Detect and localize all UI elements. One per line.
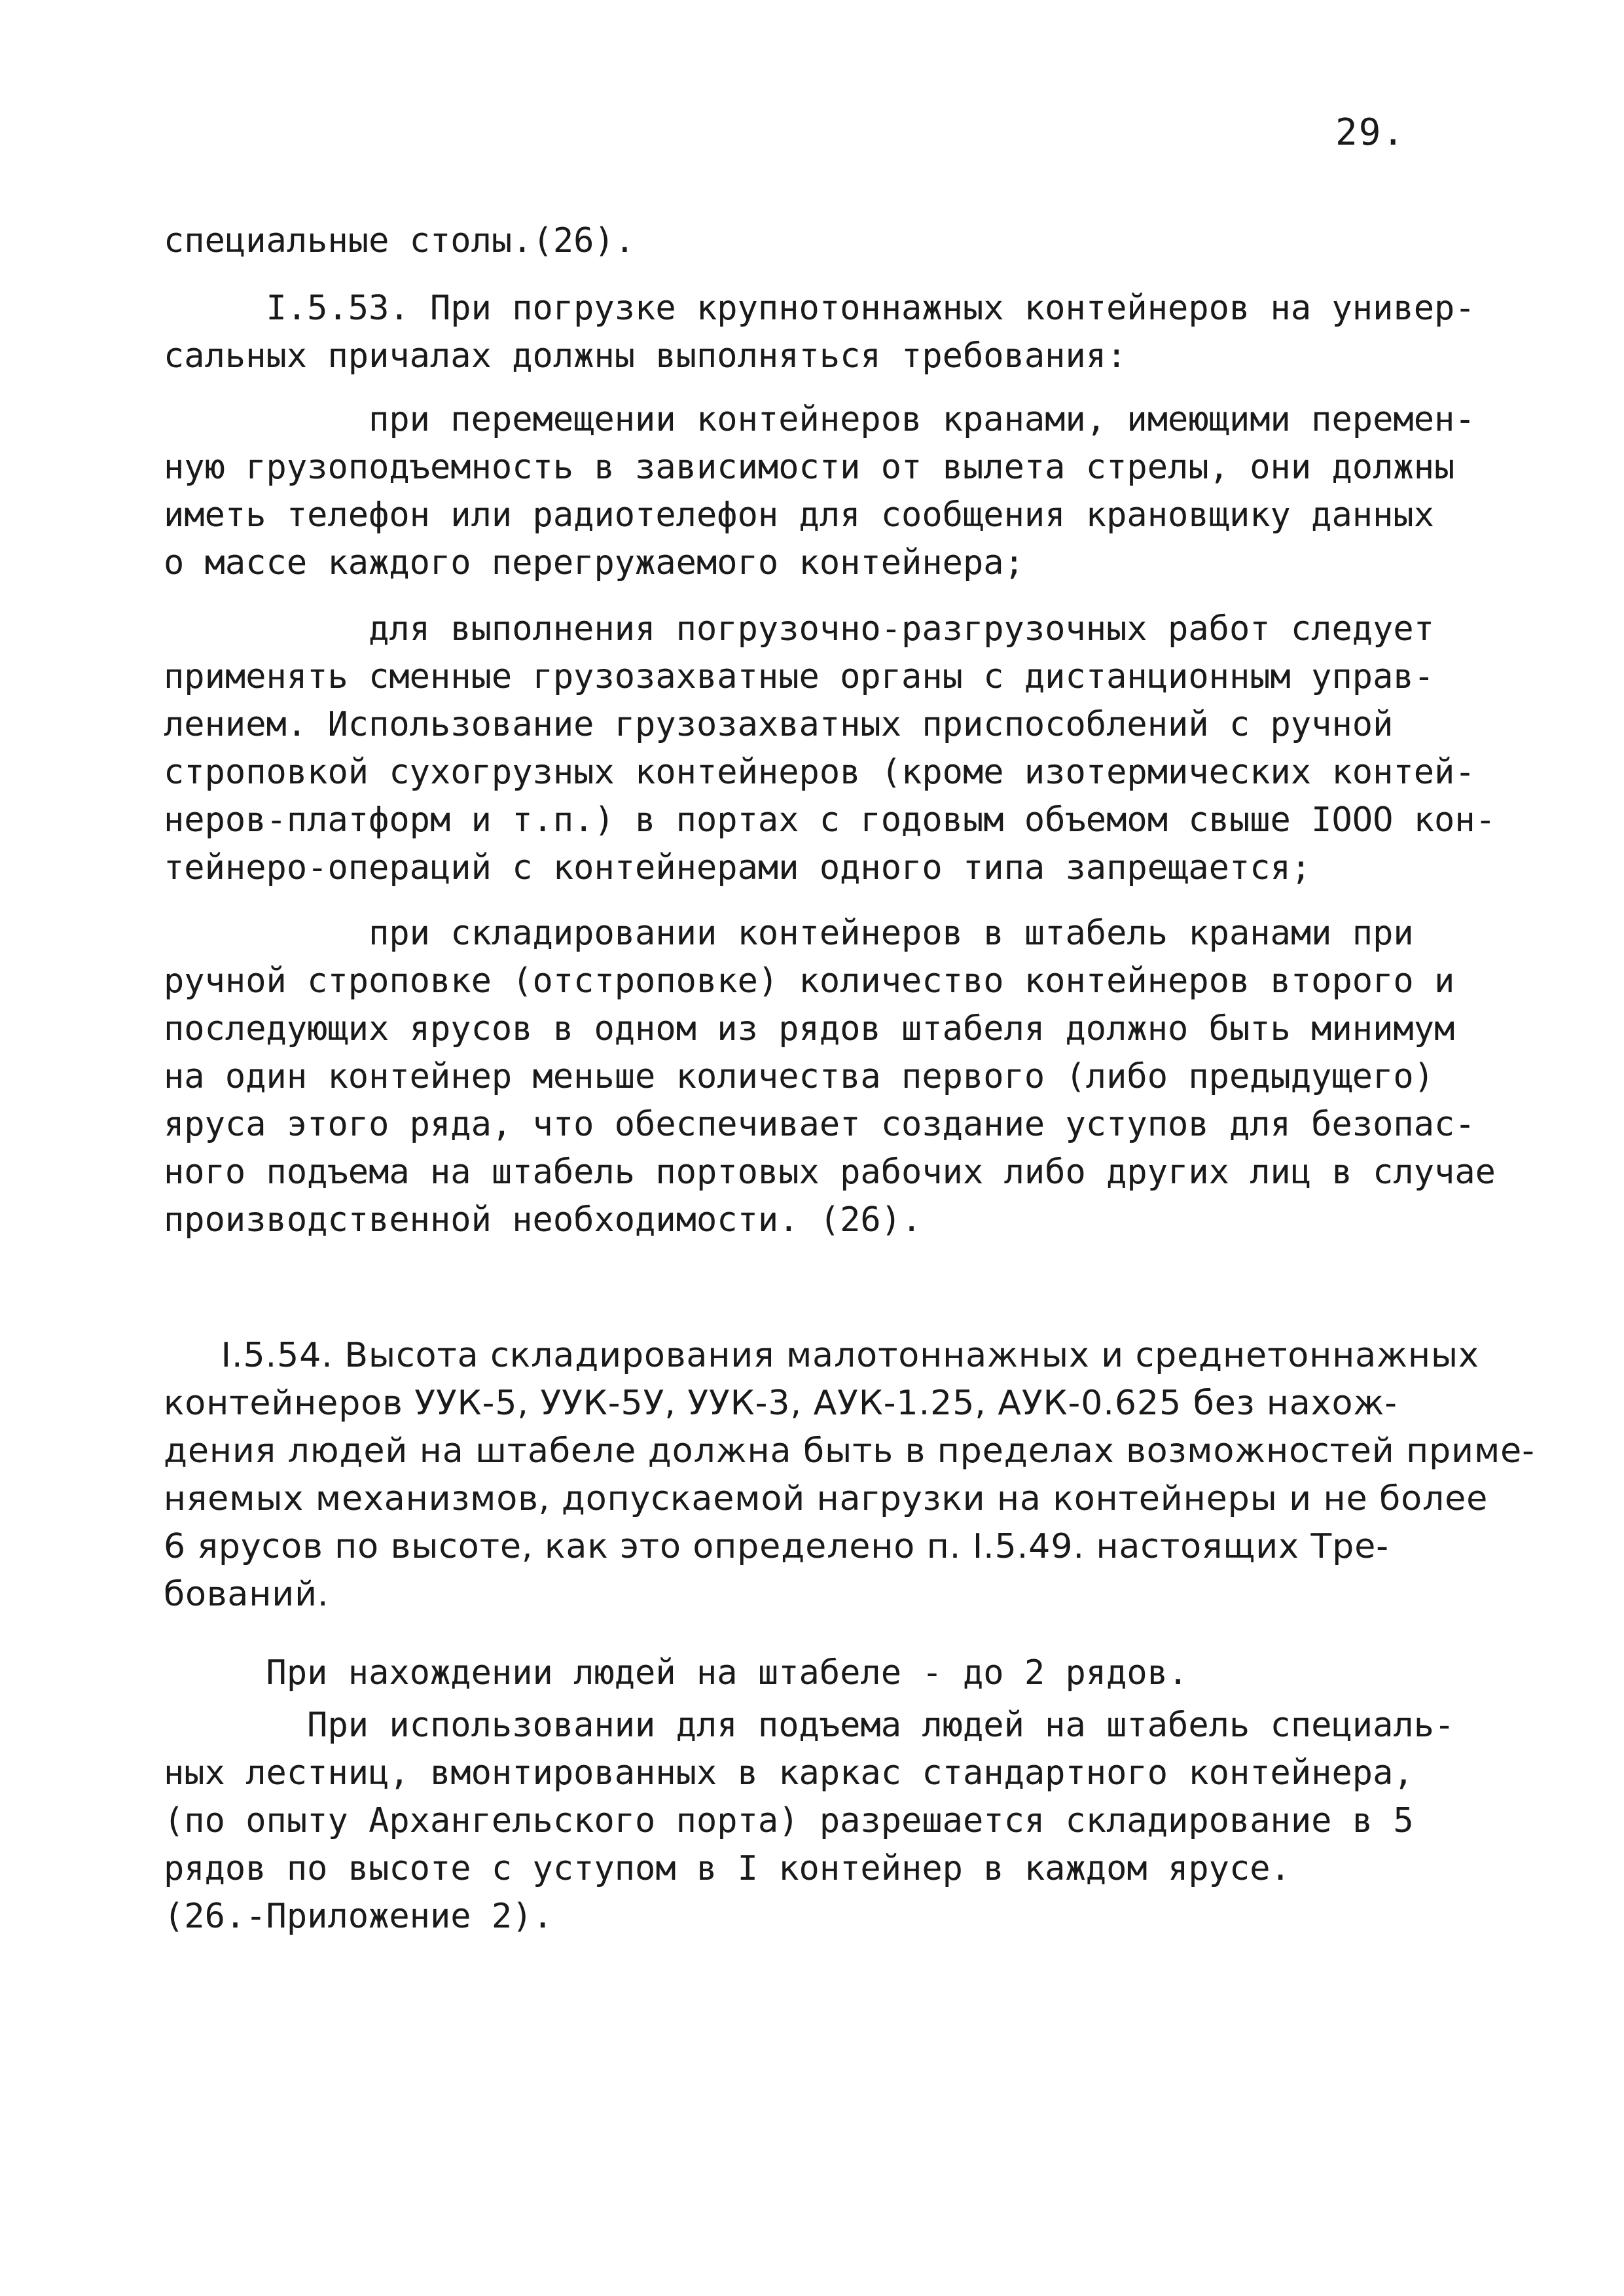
text-line: ручной строповке (отстроповке) количество контейнеров второго и xyxy=(164,961,1455,1001)
text-line: ную грузоподъемность в зависимости от вылета стрелы, они должны xyxy=(164,448,1455,487)
text-line: I.5.53. При погрузке крупнотоннажных контейнеров на универ- xyxy=(164,289,1475,328)
paragraph-1-5-54-people xyxy=(164,1649,1479,1697)
text-line: дения людей на штабеле должна быть в пределах возможностей приме- xyxy=(164,1431,1535,1471)
paragraph-1-5-53-item-gripping xyxy=(164,605,1496,892)
text-line: при складировании контейнеров в штабель кранами при xyxy=(164,914,1414,953)
text-line: тейнеро-операций с контейнерами одного типа запрещается; xyxy=(164,848,1312,888)
paragraph-1-5-54 xyxy=(164,1332,1535,1619)
text-line: для выполнения погрузочно-разгрузочных работ следует xyxy=(164,609,1435,649)
paragraph-1-5-53-item-stacking xyxy=(164,910,1496,1244)
text-line: специальные столы.(26). xyxy=(164,221,636,260)
paragraph-1-5-53 xyxy=(164,285,1479,380)
text-line: (26.-Приложение 2). xyxy=(164,1897,553,1936)
text-line: сальных причалах должны выполняться требования: xyxy=(164,336,1127,376)
text-line: яруса этого ряда, что обеспечивает создание уступов для безопас- xyxy=(164,1105,1475,1144)
page-number: 29. xyxy=(1335,111,1406,154)
text-line: бований. xyxy=(164,1575,329,1614)
paragraph-continuation xyxy=(164,217,1479,265)
text-line: при перемещении контейнеров кранами, имеющими перемен- xyxy=(164,400,1475,439)
text-line: иметь телефон или радиотелефон для сообщения крановщику данных xyxy=(164,495,1435,535)
text-line: производственной необходимости. (26). xyxy=(164,1200,922,1240)
text-line: При использовании для подъема людей на штабель специаль- xyxy=(164,1706,1455,1745)
text-line: I.5.54. Высота складирования малотоннажных и среднетоннажных xyxy=(164,1336,1479,1375)
text-line: (по опыту Архангельского порта) разрешается складирование в 5 xyxy=(164,1801,1414,1840)
text-line: рядов по высоте с уступом в I контейнер в каждом ярусе. xyxy=(164,1849,1291,1888)
text-line: ных лестниц, вмонтированных в каркас стандартного контейнера, xyxy=(164,1753,1414,1793)
text-line: применять сменные грузозахватные органы с дистанционным управ- xyxy=(164,657,1435,696)
paragraph-1-5-54-ladders xyxy=(164,1702,1479,1941)
paragraph-1-5-53-item-cranes xyxy=(164,396,1479,587)
text-line: контейнеров УУК-5, УУК-5У, УУК-3, АУК-1.25, АУК-0.625 без нахож- xyxy=(164,1384,1398,1423)
text-line: на один контейнер меньше количества первого (либо предыдущего) xyxy=(164,1057,1435,1096)
text-line: При нахождении людей на штабеле - до 2 рядов. xyxy=(164,1653,1189,1693)
text-line: о массе каждого перегружаемого контейнера; xyxy=(164,543,1024,583)
text-line: 6 ярусов по высоте, как это определено п. I.5.49. настоящих Тре- xyxy=(164,1527,1389,1566)
text-line: лением. Использование грузозахватных приспособлений с ручной xyxy=(164,705,1394,744)
text-line: строповкой сухогрузных контейнеров (кроме изотермических контей- xyxy=(164,753,1475,792)
text-line: ного подъема на штабель портовых рабочих либо других лиц в случае xyxy=(164,1153,1496,1192)
text-line: неров-платформ и т.п.) в портах с годовым объемом свыше IOOO кон- xyxy=(164,800,1496,840)
text-line: последующих ярусов в одном из рядов штабеля должно быть минимум xyxy=(164,1009,1455,1049)
text-line: няемых механизмов, допускаемой нагрузки на контейнеры и не более xyxy=(164,1479,1489,1518)
